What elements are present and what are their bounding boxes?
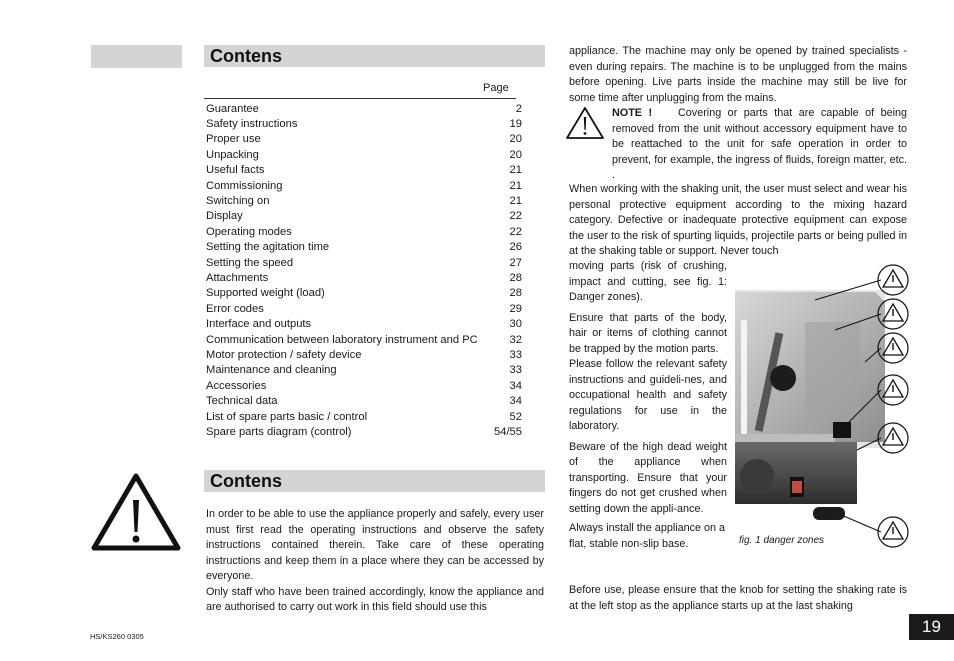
toc-entry-title: Safety instructions [206, 117, 298, 130]
toc-entry-title: Useful facts [206, 164, 265, 177]
toc-entry [206, 363, 522, 378]
margin-tab [91, 45, 182, 68]
install-text: Always install the appliance on a flat, stable non-slip base. [569, 522, 726, 550]
figure-caption: fig. 1 danger zones [739, 535, 825, 546]
shaking-paragraph: When working with the shaking unit, the user must select and wear his personal protective equipment according to the mixing hazard category. Defective or inadequate protective equipment can expose the user to the risk of spurting liquids, projectile parts or being pulled in at the shaking table or support. Never touch [569, 183, 907, 257]
beware-text: Beware of the high dead weight of the appliance when transporting. Ensure that your fingers do not get crushed when setting down the appli-ance. [569, 440, 727, 515]
toc-entry [206, 240, 522, 255]
toc-entry-page: 28 [509, 287, 522, 300]
note-block [569, 106, 907, 184]
toc-entry-page: 21 [509, 164, 522, 177]
warning-triangle-icon [90, 472, 182, 552]
footer-code: HS/KS260 0305 [90, 632, 144, 641]
toc-entry [206, 379, 522, 394]
toc-entry-title: Setting the speed [206, 256, 294, 269]
toc-entry-title: Attachments [206, 271, 269, 284]
toc-entry-page: 54/55 [494, 425, 522, 438]
toc-entry-page: 32 [509, 333, 522, 346]
toc-entry [206, 271, 522, 286]
safety-paragraph-1: In order to be able to use the appliance properly and safely, every user must first read the operating instructions and observe the safety instructions contained therein. Take care of these operating instructions and keep them in a place where they can be accessed by everyone. [206, 508, 544, 582]
toc-entry-title: Interface and outputs [206, 318, 312, 331]
body-hair-text: Ensure that parts of the body, hair or items of clothing cannot be trapped by the motion parts. [569, 311, 727, 355]
danger-zones-figure [735, 262, 910, 554]
toc-entry-page: 19 [509, 117, 522, 130]
toc-entry-title: Commissioning [206, 179, 283, 192]
toc-entry-page: 21 [509, 194, 522, 207]
toc-entry-title: Maintenance and cleaning [206, 364, 337, 377]
toc-entry-title: Communication between laboratory instrument and PC [206, 333, 478, 346]
toc-entry-title: Operating modes [206, 225, 292, 238]
toc-entry [206, 302, 522, 317]
note-label: NOTE ! [612, 107, 653, 119]
toc-entry-title: Setting the agitation time [206, 241, 330, 254]
toc-entry-page: 33 [509, 364, 522, 377]
toc-entry [206, 348, 522, 363]
toc-entry [206, 179, 522, 194]
toc-divider [204, 98, 516, 99]
toc-entry-title: Error codes [206, 302, 264, 315]
toc-entry [206, 256, 522, 271]
toc-entry-title: Motor protection / safety device [206, 348, 362, 361]
toc-entry-page: 20 [509, 133, 522, 146]
toc-entry [206, 163, 522, 178]
safety-paragraph-2: Only staff who have been trained accordingly, know the appliance and are authorised to carry out work in this field should use this [206, 585, 544, 613]
toc-entry-page: 20 [509, 148, 522, 161]
toc-entry [206, 102, 522, 117]
toc-entry-page: 22 [509, 210, 522, 223]
toc-entry-page: 27 [509, 256, 522, 269]
before-use-paragraph: Before use, please ensure that the knob for setting the shaking rate is at the left stop as the appliance starts up at the last shaking [569, 584, 907, 612]
toc-entry-title: Accessories [206, 379, 267, 392]
toc-entry-page: 34 [509, 379, 522, 392]
toc-entry [206, 333, 522, 348]
note-text: Covering or parts that are capable of being removed from the unit without accessory equipment have to be reattached to the unit for safe operation in order to prevent, for example, the ingress of fluids, foreign matter, etc. . [612, 107, 908, 181]
toc-title: Contens [210, 46, 282, 66]
toc-entry [206, 117, 522, 132]
toc-entry-title: List of spare parts basic / control [206, 410, 368, 423]
toc-entry [206, 132, 522, 147]
toc-entry-page: 26 [509, 241, 522, 254]
toc-entry-title: Proper use [206, 133, 261, 146]
toc-entry-page: 29 [509, 302, 522, 315]
toc-entry [206, 410, 522, 425]
page-number: 19 [909, 614, 954, 640]
toc-entry-page: 52 [509, 410, 522, 423]
toc-entry-title: Technical data [206, 395, 278, 408]
toc-entry-page: 21 [509, 179, 522, 192]
toc-entry-page: 22 [509, 225, 522, 238]
toc-entry [206, 286, 522, 301]
toc-entry-title: Supported weight (load) [206, 287, 325, 300]
safety-title: Contens [210, 471, 282, 491]
safety-text [206, 507, 544, 616]
toc-entry-page: 33 [509, 348, 522, 361]
toc-entry-page: 2 [515, 102, 522, 115]
toc-entry-page: 34 [509, 395, 522, 408]
toc-entry-page: 30 [509, 318, 522, 331]
toc-entry [206, 394, 522, 409]
toc-page-column-header: Page [483, 82, 509, 94]
moving-parts-text: moving parts (risk of crushing, impact and cutting, see fig. 1: Danger zones). [569, 260, 727, 303]
narrow-text-column [569, 259, 727, 552]
toc-entry [206, 317, 522, 332]
intro-paragraph: appliance. The machine may only be opened by trained specialists - even during repairs. The machine is to be unplugged from the mains before opening. Live parts inside the machine may still be live for some time after unplugging from the mains. [569, 45, 907, 104]
toc-entry-title: Guarantee [206, 102, 259, 115]
toc-entry [206, 225, 522, 240]
toc-entry-page: 28 [509, 271, 522, 284]
safety-section-header [204, 470, 545, 492]
toc-section-header [204, 45, 545, 67]
follow-text: Please follow the relevant safety instructions and guideli-nes, and occupational health and safety regulations for use in the laboratory. [569, 358, 727, 432]
toc-entry-title: Spare parts diagram (control) [206, 425, 352, 438]
toc-entry [206, 425, 522, 440]
toc-entry-title: Display [206, 210, 243, 223]
toc-entry [206, 209, 522, 224]
toc-entry-title: Switching on [206, 194, 270, 207]
toc-entry [206, 148, 522, 163]
toc-entry-title: Unpacking [206, 148, 259, 161]
toc-entry [206, 194, 522, 209]
